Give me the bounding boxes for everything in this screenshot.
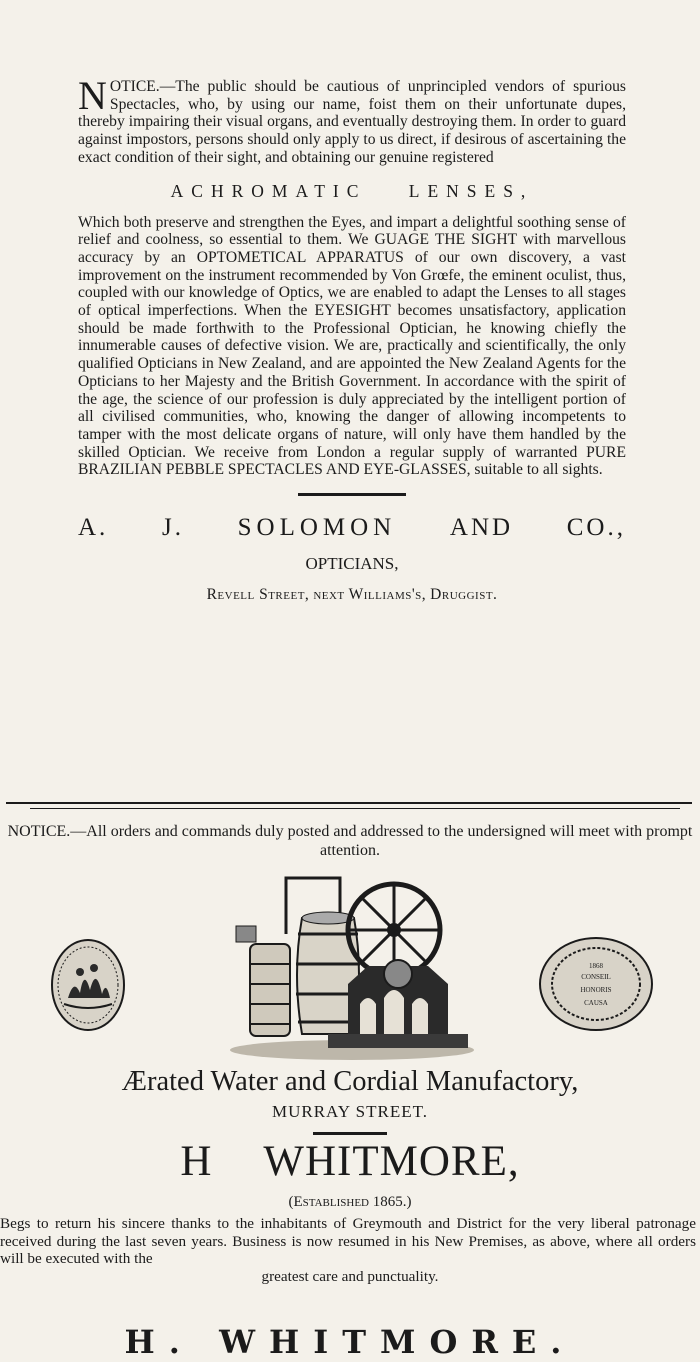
address-druggist: Druggist. bbox=[430, 586, 498, 604]
firm-surname: SOLOMON bbox=[237, 514, 397, 542]
bottling-machine-illustration bbox=[228, 874, 476, 1062]
proprietor-surname: WHITMORE, bbox=[263, 1138, 520, 1185]
achromatic-lenses-heading: ACHROMATIC LENSES, bbox=[170, 180, 534, 201]
address-next: next bbox=[313, 586, 345, 604]
footer-name-banner: H. WHITMORE. bbox=[124, 1323, 576, 1361]
firm-initial-a: A. bbox=[78, 514, 109, 542]
right-medal-icon bbox=[538, 936, 654, 1032]
column-separator bbox=[6, 802, 692, 804]
profession-label: OPTICIANS, bbox=[305, 554, 399, 574]
firm-initial-j: J. bbox=[161, 514, 184, 542]
firm-address bbox=[78, 586, 626, 604]
firm-co: CO., bbox=[566, 514, 626, 542]
left-medal-icon bbox=[50, 938, 126, 1032]
illustration-row bbox=[0, 874, 700, 1064]
divider-rule bbox=[298, 493, 406, 496]
proprietor-name bbox=[0, 1137, 700, 1186]
medal-line-3: HONORIS bbox=[580, 986, 612, 994]
thanks-paragraph: Begs to return his sincere thanks to the inhabitants of Greymouth and District for the very liberal patronage received during the last seven years. Business is now resumed in his New Premises, as above, where all orders will be executed with the bbox=[0, 1215, 696, 1267]
proprietor-initial: H bbox=[180, 1138, 213, 1185]
thanks-paragraph-end: greatest care and punctuality. bbox=[261, 1267, 439, 1285]
firm-and: AND bbox=[449, 514, 514, 542]
street-name: MURRAY STREET. bbox=[271, 1102, 428, 1121]
established-date: (Established 1865.) bbox=[288, 1194, 412, 1210]
address-williams: Williams's, bbox=[348, 586, 427, 604]
medal-line-1: 1868 bbox=[589, 962, 603, 970]
address-street: Revell Street, bbox=[206, 586, 310, 604]
optician-body-text: Which both preserve and strengthen the Eyes, and impart a delightful soothing sense of relief and coolness, so essential to them. We GUAGE THE SIGHT with marvellous accuracy by an OPTOMETICAL APPARATUS of our own discovery, a vast improvement on the instrument recommended by Von Grœfe, the eminent oculist, thus, coupled with our knowledge of Optics, we are enabled to adapt the Lenses to all stages of optical imperfections. When the EYESIGHT becomes unsatisfactory, application should be made forthwith to the Professional Optician, he knowing chiefly the innumerable causes of defective vision. We are, practically and scientifically, the only qualified Opticians in New Zealand, and are appointed the New Zealand Agents for the Opticians to her Majesty and the British Government. In accordance with the spirit of the age, the science of our profession is duly appreciated by the intelligent portion of all civilised communities, who, knowing the danger of allowing incompetents to tamper with the most delicate organs of nature, will only have them handled by the skilled Optician. We receive from London a regular supply of warranted PURE BRAZILIAN PEBBLE SPECTACLES AND EYE-GLASSES, suitable to all sights. bbox=[78, 213, 626, 479]
firm-name bbox=[78, 514, 626, 542]
notice-paragraph bbox=[78, 73, 626, 167]
optician-advertisement bbox=[78, 73, 626, 604]
medal-line-4: CAUSA bbox=[584, 999, 608, 1007]
aerated-water-advertisement bbox=[0, 822, 700, 1286]
notice-text: OTICE.—The public should be cautious of unprincipled vendors of spurious Spectacles, who, by using our name, foist them on their unfortunate dupes, thereby impairing their visual organs, and eventually destroying them. In order to guard against impostors, persons should only apply to us direct, if desirous of ascertaining the exact condition of their sight, and obtaining our genuine registered bbox=[78, 78, 626, 166]
orders-notice: NOTICE.—All orders and commands duly posted and addressed to the undersigned will meet with prompt attention. bbox=[7, 823, 693, 859]
title-divider bbox=[313, 1132, 387, 1135]
medal-line-2: CONSEIL bbox=[581, 973, 611, 981]
drop-cap: N bbox=[78, 73, 107, 118]
manufactory-title: Ærated Water and Cordial Manufactory, bbox=[121, 1066, 579, 1097]
column-separator-thin bbox=[30, 808, 680, 809]
